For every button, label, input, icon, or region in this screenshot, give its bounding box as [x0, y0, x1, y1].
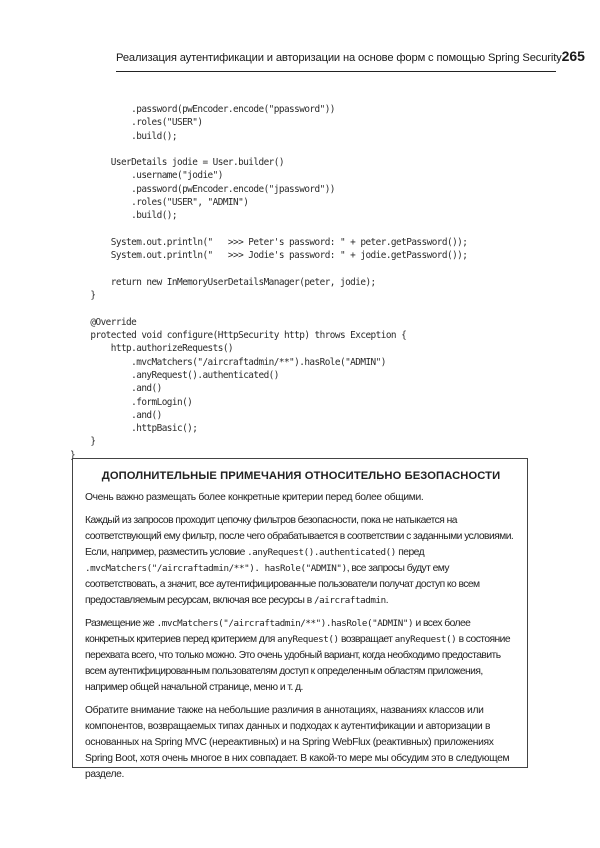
- code-block: @Override protected void configure(HttpSecurity http) throws Exception { http.authorizeRequests() .mvcMatchers("/aircraftadmin/**").hasRole("ADMIN") .anyRequest().authenticated() .and() .formLogin() .and() .httpBasic(); } }: [70, 316, 407, 461]
- code-block: System.out.println(" >>> Peter's password: " + peter.getPassword()); System.out.println(" >>> Jodie's password: " + jodie.getPassword());: [110, 236, 468, 262]
- security-note-box: [72, 458, 528, 780]
- inline-code: /aircraftadmin: [313, 595, 386, 606]
- note-paragraph: Очень важно размещать более конкретные критерии перед более общими.: [85, 492, 424, 503]
- note-title: ДОПОЛНИТЕЛЬНЫЕ ПРИМЕЧАНИЯ ОТНОСИТЕЛЬНО БЕЗОПАСНОСТИ: [101, 470, 501, 482]
- inline-code: anyRequest(): [277, 634, 339, 645]
- code-gap: [70, 223, 467, 236]
- code-block: .password(pwEncoder.encode("ppassword")) .roles("USER") .build();: [131, 104, 335, 142]
- inline-code: anyRequest(): [394, 634, 457, 645]
- code-gap: [70, 263, 467, 276]
- page-number: 265: [561, 48, 585, 64]
- header-rule: [116, 71, 556, 72]
- code-gap: [70, 302, 467, 315]
- note-paragraph: Каждый из запросов проходит цепочку фильтров безопасности, пока не натыкается на соответствующий ему фильтр, после чего обрабатывается в соответствии с заданными условиями. Если, например, разместить условие .anyRequest().authenticated() перед .mvcMatchers("/aircraftadmin/**"). hasRole("ADMIN"), все запросы будут ему соответствовать, а значит, все аутентифицированные пользователи получат доступ ко всем предоставляемым ресурсам, включая все ресурсы в /aircraftadmin.: [85, 515, 514, 606]
- code-gap: [70, 143, 467, 156]
- inline-code: .mvcMatchers("/aircraftadmin/**").hasRole("ADMIN"): [156, 618, 414, 629]
- note-paragraph: Размещение же .mvcMatchers("/aircraftadmin/**").hasRole("ADMIN") и всех более конкретных критериев перед критерием для anyRequest() возвращает anyRequest() в состояние перехвата всего, что только можно. Это очень удобный вариант, когда необходимо предоставить всем аутентифицированным пользователям доступ к определенным областям приложения, например общей начальной странице, меню и т. д.: [85, 618, 511, 693]
- inline-code: .mvcMatchers("/aircraftadmin/**"). hasRole("ADMIN"): [85, 563, 347, 574]
- inline-code: .anyRequest().authenticated(): [247, 547, 396, 558]
- code-listing: [70, 103, 467, 462]
- running-header: [116, 48, 585, 64]
- code-block: UserDetails jodie = User.builder() .username("jodie") .password(pwEncoder.encode("jpassword")) .roles("USER", "ADMIN") .build();: [110, 157, 335, 222]
- running-header-title: Реализация аутентификации и авторизации на основе форм с помощью Spring Security: [116, 52, 562, 64]
- note-paragraph: Обратите внимание также на небольшие различия в аннотациях, названиях классов или компонентов, возвращаемых типах данных и подходах к аутентификации и авторизации в основанных на Spring MVC (нереактивных) и на Spring WebFlux (реактивных) приложениях Spring Boot, хотя очень многое в них совпадает. В какой-то мере мы обсудим это в следующем разделе.: [85, 705, 510, 780]
- code-block: return new InMemoryUserDetailsManager(peter, jodie); }: [90, 276, 376, 302]
